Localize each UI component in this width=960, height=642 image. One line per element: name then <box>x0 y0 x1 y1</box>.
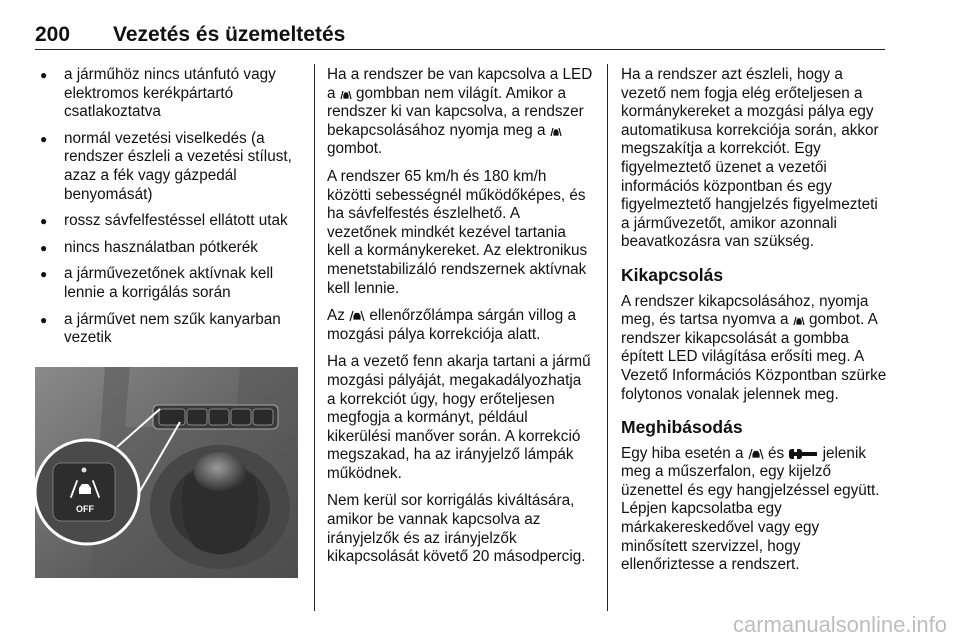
text-run: és <box>767 444 785 462</box>
text-run: Egy hiba esetén a <box>621 444 744 462</box>
text-run: Az <box>327 307 345 325</box>
list-item: ● a járművezetőnek aktívnak kell lennie a korrigálás során <box>35 265 305 302</box>
text-run: A rendszer kikapcsolásához, nyomja meg, és tartsa nyomva a <box>621 292 869 329</box>
header-rule <box>35 49 885 50</box>
lane-keep-assist-icon <box>793 314 805 326</box>
paragraph <box>327 307 593 344</box>
list-item: ● a járműhöz nincs utánfutó vagy elektromos kerékpártartó csatlakoztatva <box>35 66 305 122</box>
list-item: ● rossz sávfelfestéssel ellátott utak <box>35 212 305 231</box>
page-title: Vezetés és üzemeltetés <box>113 23 346 46</box>
condition-list <box>35 66 305 348</box>
paragraph: Ha a vezető fenn akarja tartani a jármű mozgási pályáját, megakadályozhatja a korrekciót úgy, hogy erőteljesen megfogja a kormányt, például kikerülési manőver során. A korrekció megszakad, ha az irányjelző lámpák működnek. <box>327 353 591 482</box>
lane-keep-assist-icon <box>748 447 764 460</box>
column-3 <box>621 66 887 584</box>
text-run: gombot. <box>327 140 383 158</box>
paragraph: Nem kerül sor korrigálás kiváltására, amikor be vannak kapcsolva az irányjelzők és az irányjelzők kikapcsolását követő 20 másodpercig. <box>327 492 586 566</box>
page-number: 200 <box>35 23 71 46</box>
paragraph <box>621 445 887 575</box>
column-divider-1 <box>314 64 315 611</box>
paragraph: A rendszer 65 km/h és 180 km/h közötti sebességnél működőképes, és ha sávfelfestés észlelhető. A vezetőnek mindkét kezével tartania kell a kormánykereket. Az elektronikus menetstabilizáló rendszernek aktívnak kell lennie. <box>327 167 588 297</box>
section-heading-kikapcsolas: Kikapcsolás <box>621 264 724 285</box>
text-run: ellenőrzőlámpa sárgán villog a mozgási pálya korrekciója alatt. <box>327 307 576 343</box>
text-run: Ha a rendszer be van kapcsolva a LED a <box>327 66 593 102</box>
paragraph: Ha a rendszer azt észleli, hogy a vezető nem fogja elég erőteljesen a kormánykereket a mozgási pálya egy automatikusa korrekciója során, akkor megszakítja a korrekciót. Egy figyelmeztető üzenet a vezetői információs központban és egy figyelmeztető hangjelzés figyelmezteti a járművezetőt, amikor azonnali beavatkozásra van szükség. <box>621 66 879 251</box>
off-label: OFF <box>76 504 94 514</box>
service-wrench-icon <box>788 448 818 460</box>
list-item: ● nincs használatban pótkerék <box>35 239 305 258</box>
column-1 <box>35 66 305 392</box>
text-run: gombban nem világít. Amikor a rendszer ki van kapcsolva, a rendszer bekapcsolásához nyomja meg a <box>327 84 584 139</box>
paragraph <box>327 66 593 159</box>
console-button-figure <box>35 367 298 578</box>
column-divider-2 <box>607 64 608 611</box>
lane-keep-assist-icon <box>550 125 562 137</box>
lane-keep-assist-icon <box>340 88 352 100</box>
paragraph <box>621 293 887 405</box>
list-item: ● normál vezetési viselkedés (a rendszer észleli a vezetési stílust, azaz a fék vagy gázpedál benyomását) <box>35 130 305 204</box>
lane-keep-assist-icon <box>349 309 365 322</box>
text-run: jelenik meg a műszerfalon, egy kijelző üzenettel és egy hangjelzéssel együtt. Lépjen kapcsolatba egy márkakereskedővel vagy egy minősített szervizzel, hogy ellenőriztesse a rendszert. <box>621 444 880 574</box>
column-2 <box>327 66 593 576</box>
list-item: ● a járművet nem szűk kanyarban vezetik <box>35 311 305 348</box>
section-heading-meghibasodas: Meghibásodás <box>621 417 743 438</box>
watermark: carmanualsonline.info <box>732 612 947 637</box>
text-run: gombot. A rendszer kikapcsolását a gombba épített LED világítása erősíti meg. A Vezető Információs Központban szürke folytonos vonalak jelennek meg. <box>621 311 887 403</box>
